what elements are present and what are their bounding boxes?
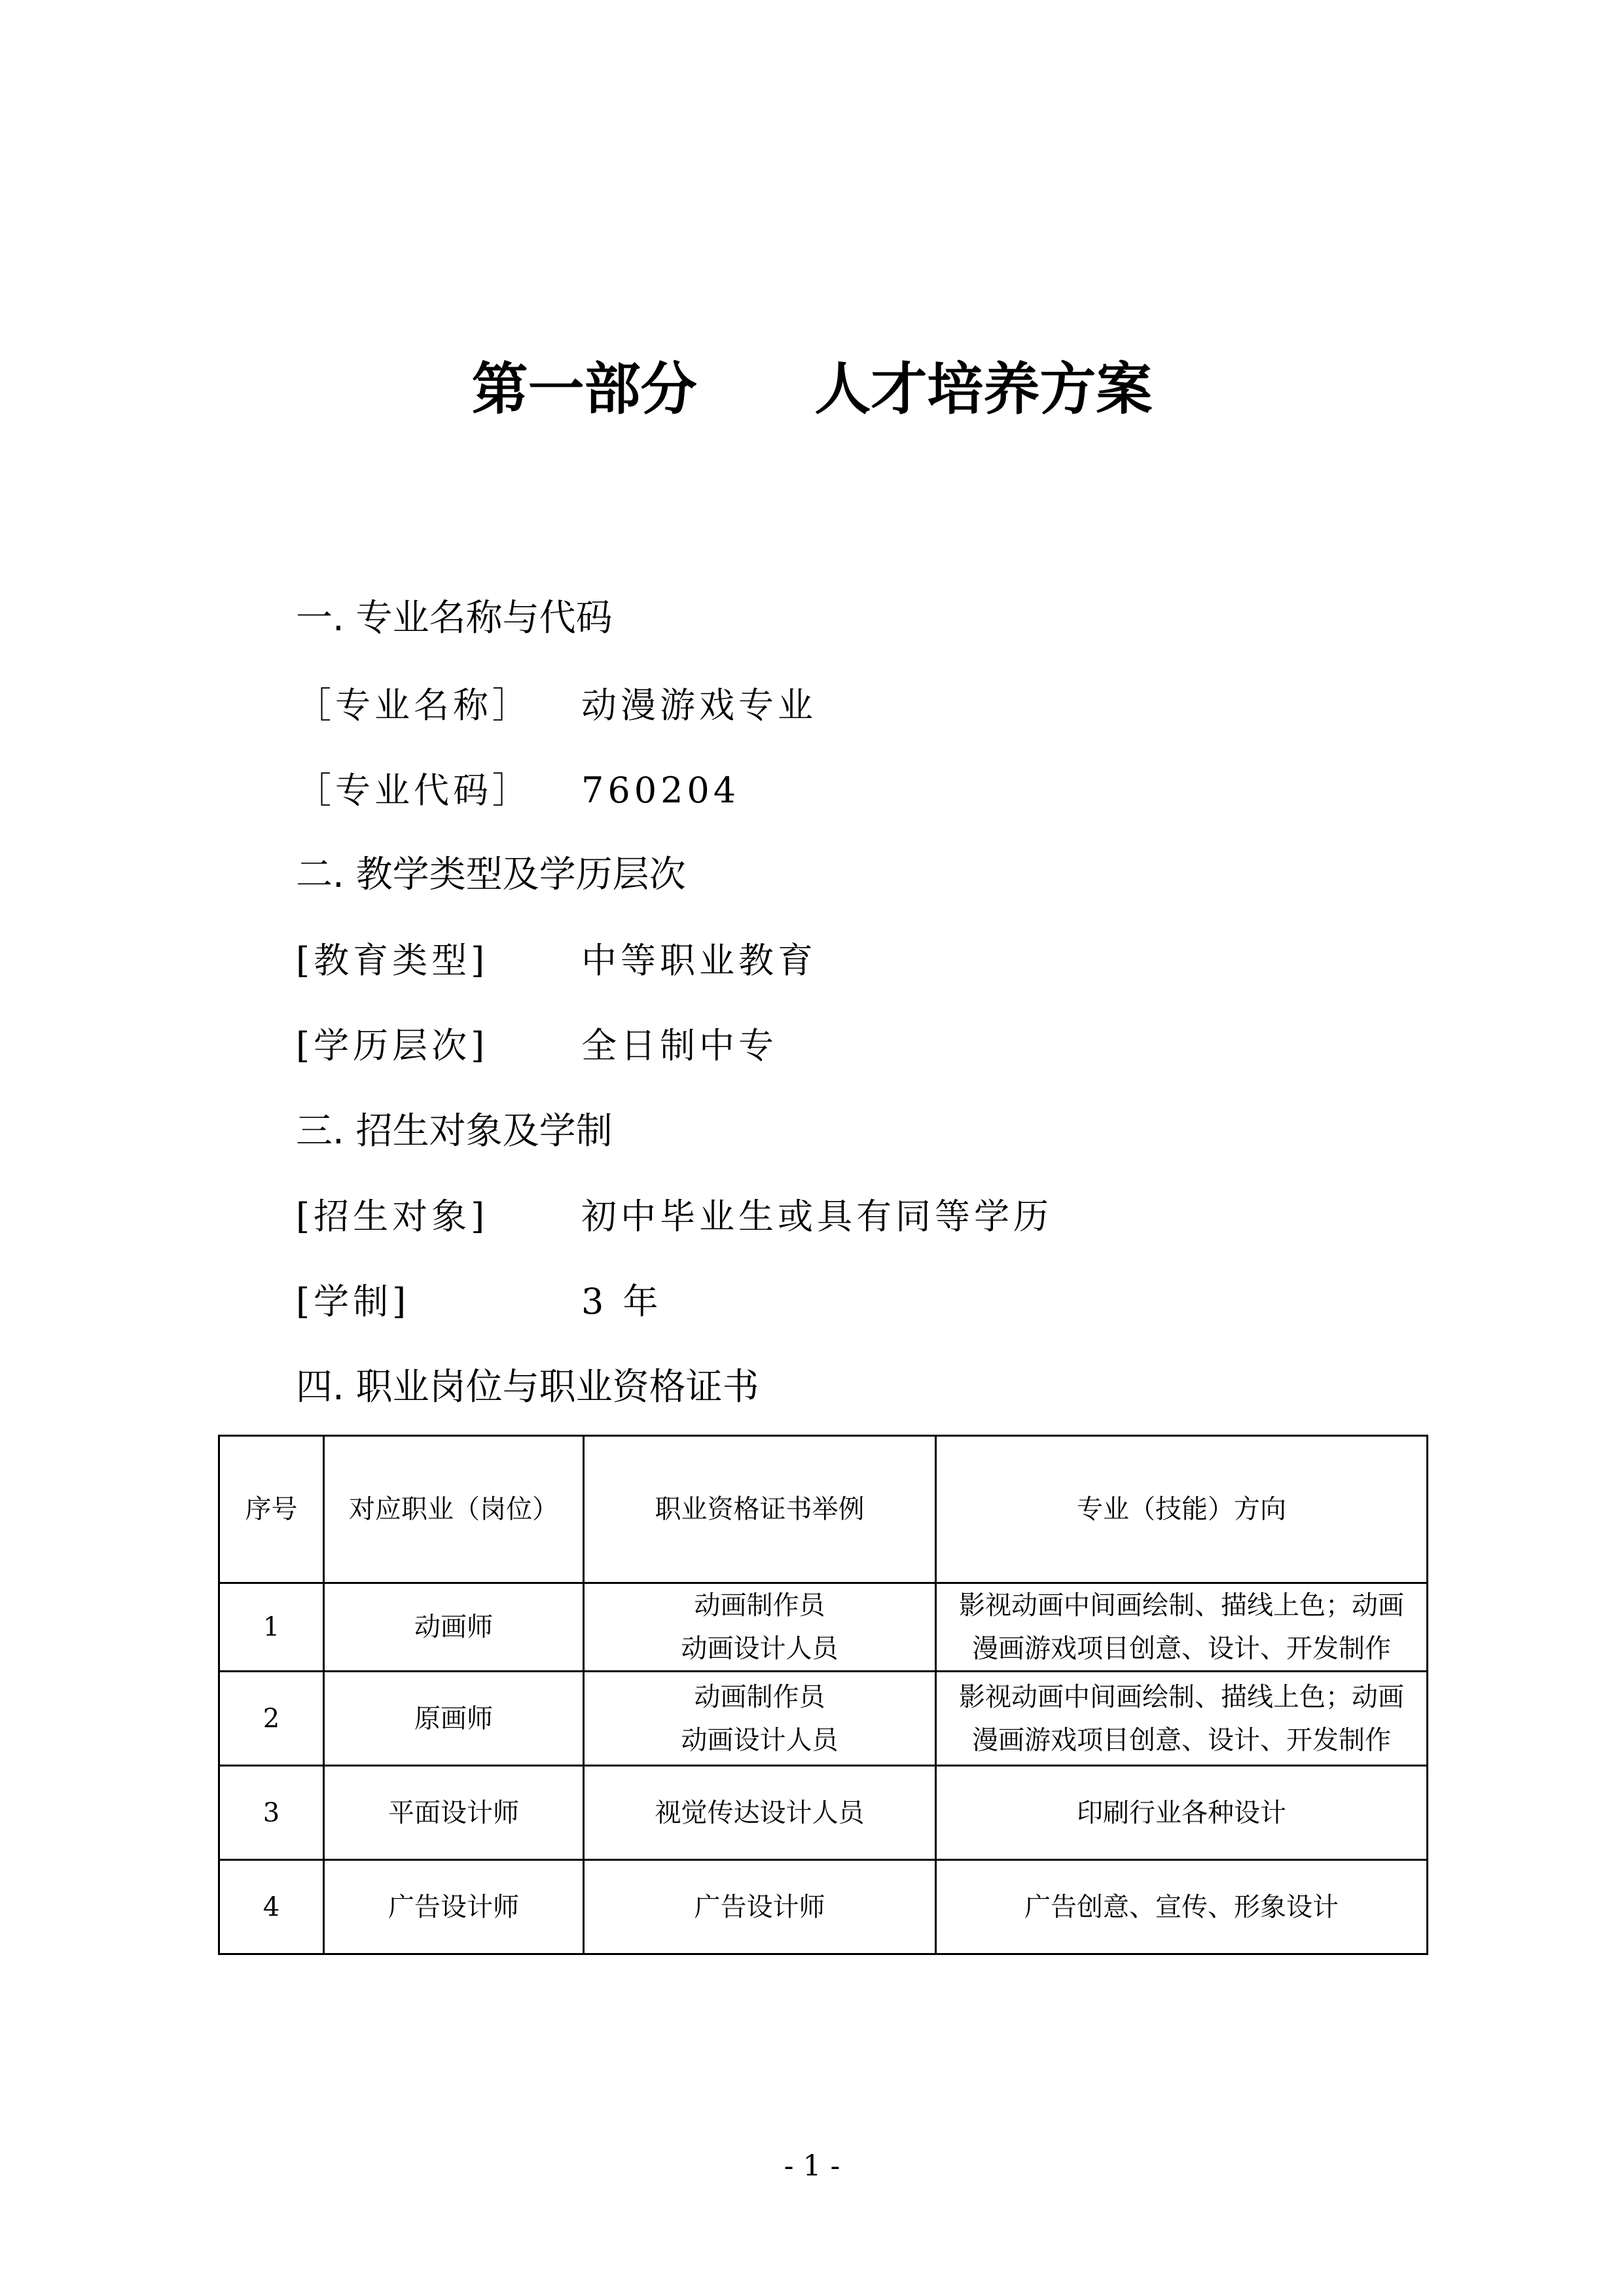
- cert-line: 动画设计人员: [681, 1725, 839, 1755]
- table-row: [219, 1583, 1428, 1672]
- table-header-cell: 专业（技能）方向: [936, 1436, 1428, 1583]
- table-cell-direction: 印刷行业各种设计: [936, 1766, 1428, 1860]
- direction-line: 影视动画中间画绘制、描线上色；动画: [959, 1681, 1404, 1712]
- field-label-enrollment-target: [招生对象]: [296, 1196, 489, 1237]
- section-heading-jobs-certificates: 四. 职业岗位与职业资格证书: [296, 1366, 759, 1408]
- field-value-duration: 3 年: [581, 1281, 662, 1322]
- table-cell-cert: [584, 1672, 936, 1766]
- field-value-major-code: 760204: [581, 770, 740, 811]
- table-cell-job: 原画师: [324, 1672, 584, 1766]
- direction-line: 漫画游戏项目创意、设计、开发制作: [972, 1634, 1391, 1664]
- field-label-education-type: [教育类型]: [296, 940, 489, 981]
- table-cell-cert: [584, 1583, 936, 1672]
- table-cell-direction: 广告创意、宣传、形象设计: [936, 1860, 1428, 1954]
- field-value-education-level: 全日制中专: [581, 1025, 778, 1066]
- cert-line: 动画制作员: [694, 1590, 825, 1621]
- table-row: [219, 1766, 1428, 1860]
- table-cell-direction: [936, 1672, 1428, 1766]
- field-label-major-name: ［专业名称］: [296, 685, 532, 726]
- page-title: 第一部分 人才培养方案: [471, 356, 1153, 422]
- cert-line: 动画设计人员: [681, 1634, 839, 1664]
- section-heading-major-name-code: 一. 专业名称与代码: [296, 597, 613, 639]
- table-cell-no: 3: [219, 1766, 324, 1860]
- table-cell-direction: [936, 1583, 1428, 1672]
- table-header-cell: 对应职业（岗位）: [324, 1436, 584, 1583]
- table-cell-job: 广告设计师: [324, 1860, 584, 1954]
- field-value-major-name: 动漫游戏专业: [581, 685, 817, 726]
- direction-line: 漫画游戏项目创意、设计、开发制作: [972, 1725, 1391, 1755]
- cert-line: 动画制作员: [694, 1681, 825, 1712]
- direction-line: 影视动画中间画绘制、描线上色；动画: [959, 1590, 1404, 1621]
- field-label-education-level: [学历层次]: [296, 1025, 489, 1066]
- table-cell-cert: 广告设计师: [584, 1860, 936, 1954]
- table-header-cell: 序号: [219, 1436, 324, 1583]
- jobs-certificates-table: [218, 1435, 1428, 1955]
- table-row: [219, 1672, 1428, 1766]
- table-cell-job: 动画师: [324, 1583, 584, 1672]
- table-header-cell: 职业资格证书举例: [584, 1436, 936, 1583]
- section-heading-enrollment-duration: 三. 招生对象及学制: [296, 1110, 613, 1153]
- table-cell-job: 平面设计师: [324, 1766, 584, 1860]
- section-heading-education-type-level: 二. 教学类型及学历层次: [296, 853, 686, 896]
- field-label-duration: [学制]: [296, 1281, 410, 1322]
- table-header-row: [219, 1436, 1428, 1583]
- table-row: [219, 1860, 1428, 1954]
- page-number: - 1 -: [784, 2149, 840, 2183]
- table-cell-cert: 视觉传达设计人员: [584, 1766, 936, 1860]
- field-label-major-code: ［专业代码］: [296, 770, 532, 811]
- table-cell-no: 1: [219, 1583, 324, 1672]
- field-value-education-type: 中等职业教育: [581, 940, 817, 981]
- table-cell-no: 4: [219, 1860, 324, 1954]
- field-value-enrollment-target: 初中毕业生或具有同等学历: [581, 1196, 1053, 1237]
- table-cell-no: 2: [219, 1672, 324, 1766]
